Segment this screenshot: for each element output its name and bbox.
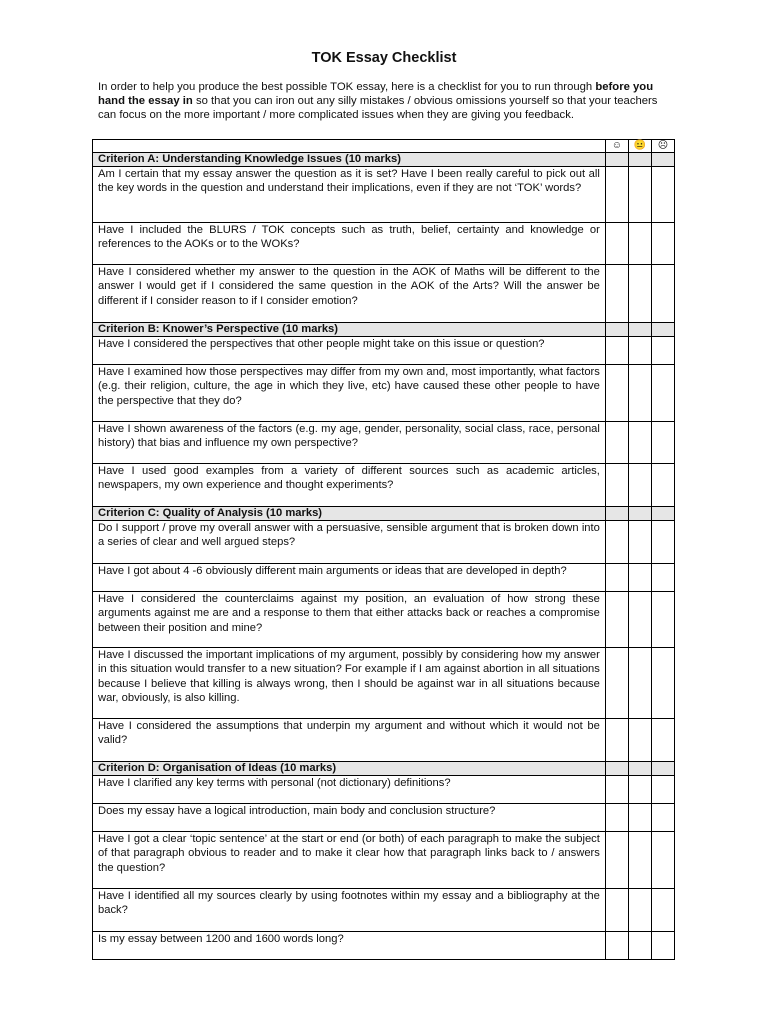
intro-paragraph xyxy=(98,80,678,122)
rating-box-neutral[interactable] xyxy=(628,804,651,832)
intro-text-1: In order to help you produce the best possible TOK essay, here is a checklist for you to run through xyxy=(98,81,596,93)
criterion-header-cell xyxy=(628,507,651,521)
criterion-header-cell xyxy=(605,153,628,167)
rating-box-happy[interactable] xyxy=(605,265,628,323)
rating-box-neutral[interactable] xyxy=(628,776,651,804)
rating-box-neutral[interactable] xyxy=(628,521,651,564)
question-row xyxy=(93,337,675,365)
question-row xyxy=(93,564,675,592)
rating-box-neutral[interactable] xyxy=(628,832,651,889)
question-text: Have I considered the perspectives that other people might take on this issue or question? xyxy=(93,337,606,365)
question-row xyxy=(93,521,675,564)
smiley-face-icon: ☺ xyxy=(605,140,628,153)
rating-box-neutral[interactable] xyxy=(628,223,651,265)
question-text: Have I got about 4 -6 obviously different main arguments or ideas that are developed in depth? xyxy=(93,564,606,592)
criterion-header-cell xyxy=(605,762,628,776)
question-text: Have I considered the assumptions that underpin my argument and without which it would not be valid? xyxy=(93,719,606,762)
question-text: Do I support / prove my overall answer with a persuasive, sensible argument that is broken down into a series of clear and well argued steps? xyxy=(93,521,606,564)
rating-box-neutral[interactable] xyxy=(628,422,651,464)
question-row xyxy=(93,719,675,762)
criterion-header-cell xyxy=(605,323,628,337)
criterion-header-row xyxy=(93,323,675,337)
rating-box-sad[interactable] xyxy=(651,422,674,464)
rating-box-sad[interactable] xyxy=(651,365,674,422)
rating-box-neutral[interactable] xyxy=(628,592,651,648)
question-row xyxy=(93,167,675,223)
rating-box-neutral[interactable] xyxy=(628,167,651,223)
question-row xyxy=(93,648,675,719)
rating-box-happy[interactable] xyxy=(605,167,628,223)
rating-box-sad[interactable] xyxy=(651,804,674,832)
rating-box-happy[interactable] xyxy=(605,648,628,719)
intro-text-2: so that you can iron out any silly mistakes / obvious omissions yourself so that your teachers can focus on the more important / more complicated issues when they are giving you feedback. xyxy=(98,95,658,121)
rating-box-sad[interactable] xyxy=(651,464,674,507)
question-row xyxy=(93,464,675,507)
question-text: Have I considered whether my answer to the question in the AOK of Maths will be different to the answer I would get if I considered the same question in the AOK of the Arts? Will the answer be different if I consider reason to if I consider emotion? xyxy=(93,265,606,323)
rating-box-happy[interactable] xyxy=(605,832,628,889)
question-text: Have I discussed the important implications of my argument, possibly by considering how my answer in this situation would transfer to a new situation? For example if I am against abortion in all situations because I believe that killing is always wrong, then I should be against war in all situations because war, obviously, is also killing. xyxy=(93,648,606,719)
question-row xyxy=(93,592,675,648)
rating-box-sad[interactable] xyxy=(651,832,674,889)
question-row xyxy=(93,832,675,889)
criterion-title: Criterion A: Understanding Knowledge Issues (10 marks) xyxy=(93,153,606,167)
criterion-header-row xyxy=(93,762,675,776)
question-row xyxy=(93,889,675,932)
rating-box-happy[interactable] xyxy=(605,365,628,422)
table-header-row xyxy=(93,140,675,153)
rating-box-happy[interactable] xyxy=(605,804,628,832)
question-text: Have I included the BLURS / TOK concepts such as truth, belief, certainty and knowledge or references to the AOKs or to the WOKs? xyxy=(93,223,606,265)
rating-box-happy[interactable] xyxy=(605,464,628,507)
criterion-header-row xyxy=(93,507,675,521)
rating-box-happy[interactable] xyxy=(605,592,628,648)
rating-box-happy[interactable] xyxy=(605,521,628,564)
question-row xyxy=(93,365,675,422)
rating-box-sad[interactable] xyxy=(651,223,674,265)
rating-box-neutral[interactable] xyxy=(628,265,651,323)
question-row xyxy=(93,776,675,804)
criterion-header-cell xyxy=(628,762,651,776)
neutral-face-icon: 😐 xyxy=(628,140,651,153)
rating-box-sad[interactable] xyxy=(651,648,674,719)
question-text: Have I clarified any key terms with personal (not dictionary) definitions? xyxy=(93,776,606,804)
rating-box-neutral[interactable] xyxy=(628,889,651,932)
question-row xyxy=(93,804,675,832)
checklist-table xyxy=(92,139,675,960)
rating-box-neutral[interactable] xyxy=(628,932,651,960)
criterion-header-cell xyxy=(605,507,628,521)
criterion-header-cell xyxy=(651,762,674,776)
criterion-header-cell xyxy=(628,153,651,167)
criterion-title: Criterion D: Organisation of Ideas (10 marks) xyxy=(93,762,606,776)
criterion-header-cell xyxy=(651,323,674,337)
rating-box-neutral[interactable] xyxy=(628,337,651,365)
question-text: Have I identified all my sources clearly by using footnotes within my essay and a bibliography at the back? xyxy=(93,889,606,932)
question-text: Have I shown awareness of the factors (e.g. my age, gender, personality, social class, race, personal history) that bias and influence my own perspective? xyxy=(93,422,606,464)
rating-box-neutral[interactable] xyxy=(628,719,651,762)
question-text: Am I certain that my essay answer the question as it is set? Have I been really careful to pick out all the key words in the question and understand their implications, even if they are not ‘TOK’ words? xyxy=(93,167,606,223)
rating-box-happy[interactable] xyxy=(605,422,628,464)
header-blank-cell xyxy=(93,140,606,153)
rating-box-happy[interactable] xyxy=(605,889,628,932)
rating-box-happy[interactable] xyxy=(605,776,628,804)
question-row xyxy=(93,223,675,265)
rating-box-neutral[interactable] xyxy=(628,648,651,719)
sad-face-icon: ☹ xyxy=(651,140,674,153)
criterion-header-cell xyxy=(628,323,651,337)
question-text: Have I examined how those perspectives may differ from my own and, most importantly, what factors (e.g. their religion, culture, the age in which they live, etc) have caused these other people to have the perspective that they do? xyxy=(93,365,606,422)
question-text: Have I got a clear ‘topic sentence’ at the start or end (or both) of each paragraph to make the subject of that paragraph obvious to reader and to make it clear how that paragraph links back to / answers the question? xyxy=(93,832,606,889)
rating-box-neutral[interactable] xyxy=(628,564,651,592)
rating-box-sad[interactable] xyxy=(651,265,674,323)
rating-box-neutral[interactable] xyxy=(628,464,651,507)
question-row xyxy=(93,422,675,464)
rating-box-happy[interactable] xyxy=(605,223,628,265)
criterion-header-cell xyxy=(651,507,674,521)
rating-box-sad[interactable] xyxy=(651,719,674,762)
question-row xyxy=(93,265,675,323)
page-title: TOK Essay Checklist xyxy=(311,50,457,66)
criterion-header-row xyxy=(93,153,675,167)
rating-box-neutral[interactable] xyxy=(628,365,651,422)
rating-box-sad[interactable] xyxy=(651,592,674,648)
question-text: Does my essay have a logical introduction, main body and conclusion structure? xyxy=(93,804,606,832)
rating-box-sad[interactable] xyxy=(651,889,674,932)
rating-box-sad[interactable] xyxy=(651,776,674,804)
rating-box-happy[interactable] xyxy=(605,932,628,960)
criterion-title: Criterion B: Knower’s Perspective (10 marks) xyxy=(93,323,606,337)
rating-box-happy[interactable] xyxy=(605,337,628,365)
rating-box-sad[interactable] xyxy=(651,167,674,223)
rating-box-sad[interactable] xyxy=(651,932,674,960)
question-row xyxy=(93,932,675,960)
criterion-title: Criterion C: Quality of Analysis (10 marks) xyxy=(93,507,606,521)
rating-box-happy[interactable] xyxy=(605,564,628,592)
rating-box-happy[interactable] xyxy=(605,719,628,762)
rating-box-sad[interactable] xyxy=(651,521,674,564)
rating-box-sad[interactable] xyxy=(651,564,674,592)
intro-bold-text: before you hand the essay in xyxy=(98,81,654,107)
question-text: Is my essay between 1200 and 1600 words long? xyxy=(93,932,606,960)
criterion-header-cell xyxy=(651,153,674,167)
question-text: Have I considered the counterclaims against my position, an evaluation of how strong these arguments against me are and a response to them that either attacks back or reaches a compromise between their position and mine? xyxy=(93,592,606,648)
question-text: Have I used good examples from a variety of different sources such as academic articles, newspapers, my own experience and thought experiments? xyxy=(93,464,606,507)
rating-box-sad[interactable] xyxy=(651,337,674,365)
